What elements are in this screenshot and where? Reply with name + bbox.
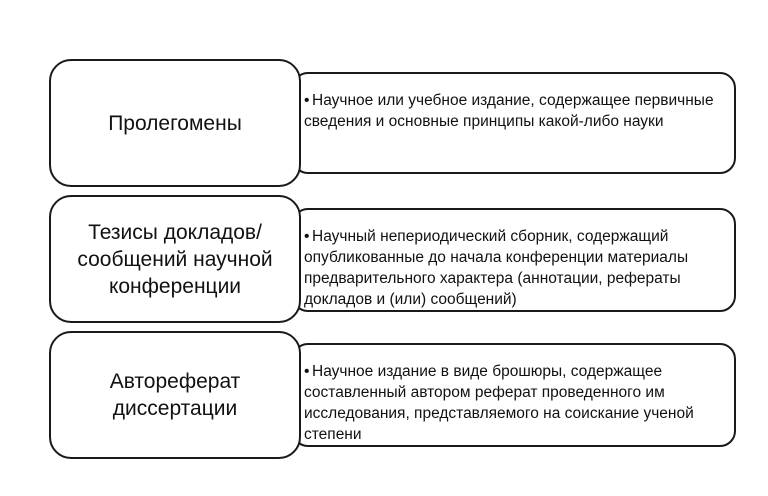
term-box-dissertation-abstract	[49, 331, 301, 459]
definition-text-conference-theses: Научный непериодический сборник, содержащий опубликованные до начала конференции материалы предварительного характера (аннотации, рефераты докладов и (или) сообщений)	[304, 228, 689, 308]
bullet-icon: •	[304, 92, 310, 109]
definition-box-prolegomena	[292, 72, 736, 174]
term-box-conference-theses	[49, 195, 301, 323]
definition-text-dissertation-abstract: Научное издание в виде брошюры, содержащее составленный автором реферат проведенного им исследования, представляемого на соискание ученой степени	[304, 363, 694, 443]
definition-box-conference-theses	[292, 208, 736, 312]
bullet-icon: •	[304, 363, 310, 380]
term-label-dissertation-abstract: Автореферат диссертации	[109, 370, 241, 420]
bullet-icon: •	[304, 228, 310, 245]
term-label-prolegomena: Пролегомены	[108, 111, 242, 135]
term-label-conference-theses: Тезисы докладов/сообщений научной конференции	[77, 220, 273, 298]
term-box-prolegomena	[49, 59, 301, 187]
definition-box-dissertation-abstract	[292, 343, 736, 447]
definition-text-prolegomena: Научное или учебное издание, содержащее первичные сведения и основные принципы какой-либо науки	[304, 92, 714, 130]
